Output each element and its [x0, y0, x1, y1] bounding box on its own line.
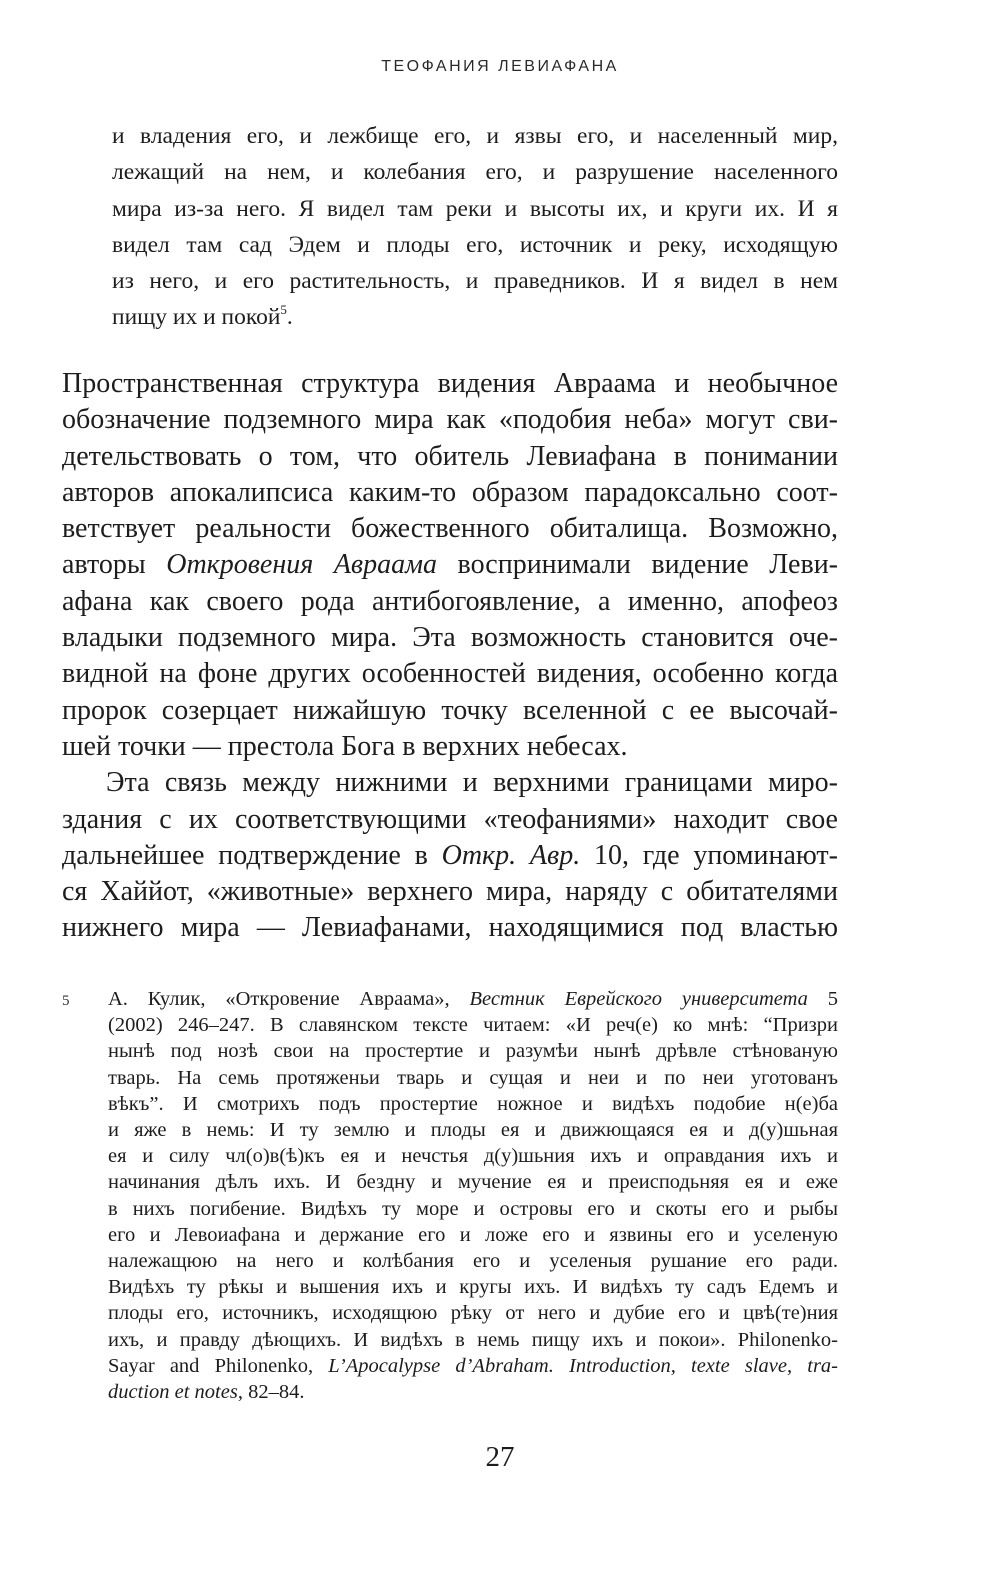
- work-title: Откровения Авраама: [166, 549, 437, 581]
- footnote-line: ея и силу чл(о)в(ѣ)къ ея и нечстья д(у)шьния ихъ и оправдания ихъ и: [108, 1145, 838, 1168]
- running-title: ТЕОФАНИЯ ЛЕВИАФАНА: [381, 58, 619, 75]
- footnote-line: [108, 1379, 838, 1405]
- footnote-line: Видѣхъ ту рѣкы и вышения ихъ и кругы ихъ. И видѣхъ ту садъ Едемъ и: [108, 1276, 838, 1299]
- footnote-line: нынѣ под нозѣ свои на простертие и разумѣи нынѣ дрѣвле стѣнованую: [108, 1040, 838, 1063]
- quote-line: мира из-за него. Я видел там реки и высоты их, и круги их. И я: [112, 195, 838, 222]
- body-line: афана как своего рода антибогоявление, а именно, апофеоз: [62, 585, 838, 617]
- footnote-line: и яже в немь: И ту землю и плоды ея и движющаяся ея и д(у)шьная: [108, 1119, 838, 1142]
- footnote-line: его и Левоиафана и держание его и ложе его и язвины его и уселеную: [108, 1223, 838, 1246]
- footnote-line: [108, 986, 838, 1012]
- body-line: ся Хаййот, «животные» верхнего мира, наряду с обитателями: [62, 876, 838, 908]
- book-title: duction et notes: [108, 1381, 238, 1404]
- body-line: обозначение подземного мира как «подобия неба» могут сви-: [62, 404, 838, 436]
- body-text-segment: авторы: [62, 549, 167, 581]
- book-title: L’Apocalypse d’Abraham. Introduction, texte slave, tra-: [328, 1354, 838, 1377]
- body-line-indented: [62, 765, 838, 801]
- quote-end-punctuation: .: [286, 304, 293, 331]
- footnote-line: в нихъ погибение. Видѣхъ ту море и островы его и скоты его и рыбы: [108, 1197, 838, 1220]
- footnote-number: 5: [62, 993, 70, 1009]
- footnote-segment: А. Кулик, «Откровение Авраама»,: [108, 988, 470, 1010]
- quote-line-last: [112, 299, 838, 335]
- journal-title: Вестник Еврейского университета: [469, 988, 808, 1010]
- body-line: авторов апокалипсиса каким-то образом парадоксально соот-: [62, 476, 838, 508]
- page-number: 27: [485, 1441, 515, 1473]
- footnote-segment: Sayar and Philonenko,: [108, 1354, 329, 1377]
- footnote-line: [108, 1353, 838, 1379]
- footnote-line: плоды его, источникъ, исходящюю рѣку от него и дубие его и цвѣ(те)ния: [108, 1302, 838, 1325]
- quote-line: видел там сад Эдем и плоды его, источник и реку, исходящую: [112, 231, 838, 258]
- body-text-segment: дальнейшее подтверждение в: [62, 839, 442, 871]
- body-line: видной на фоне других особенностей видения, особенно когда: [62, 658, 838, 690]
- body-line: шей точки — престола Бога в верхних небесах.: [62, 730, 628, 762]
- quote-line-text: пищу их и покой: [112, 304, 281, 331]
- quote-line: лежащий на нем, и колебания его, и разрушение населенного: [112, 159, 838, 186]
- footnote-line: начинания дѣлъ ихъ. И бездну и мучение ея и преисподьняя ея и еже: [108, 1171, 838, 1194]
- body-line: ветствует реальности божественного обиталища. Возможно,: [62, 513, 838, 545]
- footnote-segment: , 82–84.: [237, 1381, 305, 1404]
- footnote-reference[interactable]: 5: [280, 302, 287, 318]
- footnote-segment: 5: [807, 988, 839, 1010]
- footnote-line: належащюю на него и колѣбания его и уселеныя рушание его ради.: [108, 1250, 838, 1273]
- body-line-with-title: [62, 547, 838, 583]
- main-text: [62, 366, 838, 947]
- body-text-segment: 10, где упоминают-: [580, 839, 838, 871]
- block-quote: [112, 118, 838, 336]
- work-title: Откр. Авр.: [441, 839, 581, 871]
- body-line: нижнего мира — Левиафанами, находящимися под властью: [62, 912, 838, 944]
- body-line: детельствовать о том, что обитель Левиафана в понимании: [62, 440, 838, 472]
- body-line-with-title: [62, 838, 838, 874]
- footnote-line: тварь. На семь протяженьи тварь и сущая и неи и по неи уготованъ: [108, 1066, 838, 1089]
- body-line: здания с их соответствующими «теофаниями» находит свое: [62, 803, 838, 835]
- body-line: владыки подземного мира. Эта возможность становится оче-: [62, 622, 838, 654]
- body-text-segment: Эта связь между нижними и верхними границами миро-: [106, 767, 838, 799]
- footnote-text: [108, 986, 838, 1405]
- body-text-segment: воспринимали видение Леви-: [436, 549, 839, 581]
- footnote-line: (2002) 246–247. В славянском тексте читаем: «И реч(е) ко мнѣ: “Призри: [108, 1014, 838, 1037]
- footnote-line: ихъ, и правду дѣющихъ. И видѣхъ в немь пищу ихъ и покои». Philonenko-: [108, 1328, 838, 1351]
- body-line: Пространственная структура видения Авраама и необычное: [62, 368, 838, 399]
- quote-line: и владения его, и лежбище его, и язвы его, и населенный мир,: [112, 123, 838, 149]
- body-line: пророк созерцает нижайшую точку вселенной с ее высочай-: [62, 694, 838, 726]
- footnote-line: вѣкъ”. И смотрихъ подъ простертие ножное и видѣхъ подобие н(е)ба: [108, 1092, 838, 1115]
- quote-line: из него, и его растительность, и праведников. И я видел в нем: [112, 268, 838, 295]
